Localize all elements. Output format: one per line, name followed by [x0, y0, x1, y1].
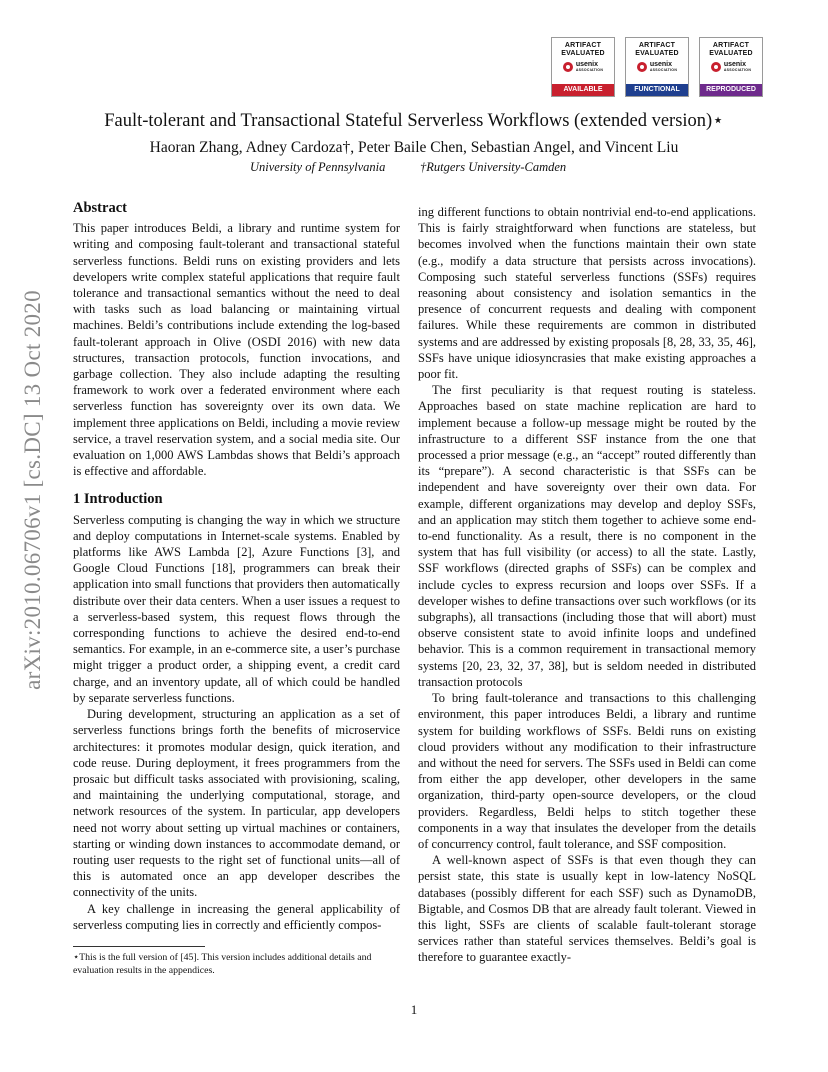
author-list: Haoran Zhang, Adney Cardoza†, Peter Baile Chen, Sebastian Angel, and Vincent Liu	[149, 139, 679, 156]
usenix-logo-icon	[563, 62, 573, 72]
usenix-logo: usenix ASSOCIATION	[626, 61, 688, 72]
arxiv-stamp	[18, 290, 48, 690]
usenix-logo-icon	[637, 62, 647, 72]
artifact-badges	[551, 37, 763, 97]
intro-paragraph: During development, structuring an application as a set of serverless functions brings forth the benefits of microservice architectures: it promotes modular design, quick iteration, and code reuse. During deployment, it frees programmers from the prosaic but difficult tasks associated with provisioning, scaling, and maintaining the underlying computational, storage, and network resources of the system. In particular, app developers need not worry about setting up virtual machines or containers, starting or winding down instances to accommodate demand, or routing user requests to the right set of functional units—all of this is automated once an app developer describes the connectivity of the units.	[73, 707, 400, 900]
badge-label: FUNCTIONAL	[626, 84, 688, 96]
badge-functional	[625, 37, 689, 97]
usenix-logo-icon	[711, 62, 721, 72]
introduction-heading: 1 Introduction	[73, 491, 163, 508]
intro-paragraph: To bring fault-tolerance and transactions to this challenging environment, this paper introduces Beldi, a library and runtime system for building workflows of SSFs. Beldi runs on existing cloud providers without any modification to their infrastructure and without the need for servers. The SSFs used in Beldi can come from either the app developer, other developers in the same organization, third-party open-source developers, or the cloud providers. Regardless, Beldi helps to stitch together these components in a way that insulates the developer from the details of concurrency control, fault tolerance, and SSF composition.	[418, 691, 756, 851]
affiliation-rutgers: †Rutgers University-Camden	[420, 160, 567, 174]
intro-paragraph: Serverless computing is changing the way in which we structure and deploy computations in Internet-scale systems. Enabled by platforms like AWS Lambda [2], Azure Functions [3], and Google Cloud Functions [18], programmers can break their application into small functions that providers then automatically distribute over their data centers. When a user issues a request to a serverless-based system, this request flows through the corresponding functions to achieve the desired end-to-end semantics. For example, in an e-commerce site, a user’s purchase might trigger a product order, a shipping event, a credit card charge, and an inventory update, all of which could be handled by separate serverless functions.	[73, 512, 400, 705]
badge-reproduced	[699, 37, 763, 97]
badge-label: AVAILABLE	[552, 84, 614, 96]
badge-title: ARTIFACT EVALUATED	[709, 42, 753, 57]
footnote-rule	[73, 946, 205, 947]
affiliation-penn: University of Pennsylvania	[250, 160, 386, 174]
intro-paragraph: A key challenge in increasing the general applicability of serverless computing lies in correctly and efficiently compos-	[73, 901, 400, 932]
intro-paragraph: A well-known aspect of SSFs is that even though they can persist state, this state is usually kept in low-latency NoSQL databases (possibly different for each SSF) such as DynamoDB, Bigtable, and Cosmos DB that are already fault tolerant. Viewed in this light, SSFs are clients of scalable fault-tolerant storage services rather than stateful services themselves. Beldi’s goal is therefore to guarantee exactly-	[418, 853, 756, 965]
badge-title: ARTIFACT EVALUATED	[561, 42, 605, 57]
usenix-logo: usenix ASSOCIATION	[552, 61, 614, 72]
intro-paragraph: The first peculiarity is that request routing is stateless. Approaches based on state machine replication are hard to implement because a follow-up message might be routed by the infrastructure to a different SSF instance from the one that processed a prior message (e.g., an “accept” routed differently than its “prepare”). A second characteristic is that SSFs can be independent and have sovereignty over their own data. For example, different organizations may develop and deploy SSFs, and an application may stitch them together to achieve some end-to-end functionality. As a result, there is no component in the system that has full visibility (or access) to all the state. Lastly, SSF workflows (directed graphs of SSFs) can be complex and include cycles to express recursion and loops over SSFs. If a developer wishes to define transactions over such workflows (or its subgraphs), all transactions (including those that will abort) must observe consistent state to avoid infinite loops and undefined behavior. This is a common requirement in transactional memory systems [20, 23, 32, 37, 38], but is seldom needed in distributed transaction protocols	[418, 383, 756, 689]
paper-title: Fault-tolerant and Transactional Stateful Serverless Workflows (extended version)⋆	[104, 111, 724, 131]
usenix-logo: usenix ASSOCIATION	[700, 61, 762, 72]
intro-paragraph: ing different functions to obtain nontrivial end-to-end applications. This is fairly straightforward when functions are stateless, but becomes involved when the functions maintain their own state (e.g., modify a data structure that persists across invocations). Composing such stateful serverless functions (SSFs) requires reasoning about consistency and isolation semantics in the presence of concurrent requests and dealing with component failures. While these requirements are common in distributed systems and are addressed by existing proposals [8, 28, 33, 35, 46], SSFs have unique idiosyncrasies that make existing approaches a poor fit.	[418, 205, 756, 382]
abstract-text: This paper introduces Beldi, a library and runtime system for writing and composing fault-tolerant and transactional stateful serverless functions. Beldi runs on existing providers and lets developers write complex stateful applications that require fault tolerance and transactional semantics without the need to deal with tasks such as load balancing or maintaining virtual machines. Beldi’s contributions include extending the log-based fault-tolerant approach in Olive (OSDI 2016) with new data structures, transaction protocols, function invocations, and garbage collection. They also include adapting the resulting framework to work over a federated environment where each serverless function has sovereignty over its own data. We implement three applications on Beldi, including a movie review service, a travel reservation system, and a social media site. Our evaluation on 1,000 AWS Lambdas shows that Beldi’s approach is effective and affordable.	[73, 221, 400, 479]
right-column	[418, 204, 756, 966]
footnote: ⋆This is the full version of [45]. This version includes additional details and evaluation results in the appendices.	[73, 952, 372, 976]
abstract-heading: Abstract	[73, 200, 127, 216]
arxiv-id: arXiv:2010.06706v1 [cs.DC] 13 Oct 2020	[20, 290, 45, 690]
left-column	[73, 200, 400, 933]
page-number: 1	[410, 1002, 418, 1017]
badge-label: REPRODUCED	[700, 84, 762, 96]
badge-title: ARTIFACT EVALUATED	[635, 42, 679, 57]
badge-available	[551, 37, 615, 97]
